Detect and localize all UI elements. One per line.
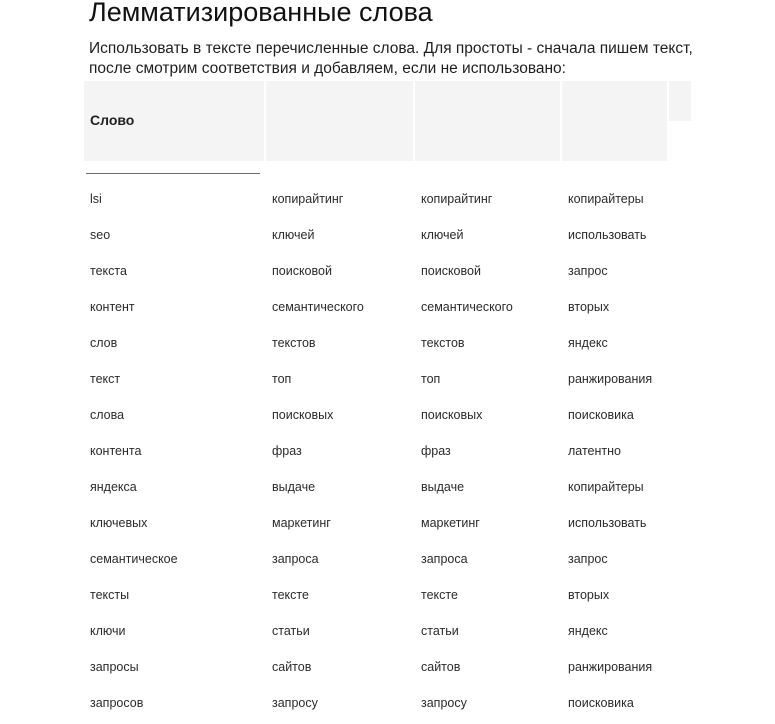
word-cell: маркетинг <box>421 516 480 530</box>
word-cell: копирайтеры <box>568 192 644 206</box>
word-cell: вторых <box>568 588 610 602</box>
header-divider <box>86 173 260 174</box>
word-cell: сайтов <box>272 660 312 674</box>
word-cell: поисковых <box>272 408 334 422</box>
word-cell: семантическое <box>90 552 178 566</box>
word-cell: яндекса <box>90 480 137 494</box>
word-cell: запросу <box>272 696 318 710</box>
word-cell: выдаче <box>421 480 465 494</box>
header-cell-3 <box>415 81 560 161</box>
word-cell: слова <box>90 408 125 422</box>
table-row <box>0 181 775 217</box>
table-row <box>0 613 775 649</box>
word-cell: запрос <box>568 552 608 566</box>
word-cell: запроса <box>421 552 468 566</box>
header-cell-5 <box>669 81 691 121</box>
word-cell: запроса <box>272 552 319 566</box>
word-cell: статьи <box>272 624 310 638</box>
word-cell: топ <box>272 372 292 386</box>
word-cell: текст <box>90 372 121 386</box>
word-cell: запросу <box>421 696 467 710</box>
table-row <box>0 685 775 721</box>
word-cell: поисковой <box>421 264 481 278</box>
word-cell: семантического <box>272 300 364 314</box>
word-cell: латентно <box>568 444 621 458</box>
word-cell: фраз <box>272 444 302 458</box>
header-cell-4 <box>562 81 667 161</box>
word-cell: поисковой <box>272 264 332 278</box>
word-cell: тексты <box>90 588 130 602</box>
word-cell: тексте <box>272 588 309 602</box>
word-cell: копирайтинг <box>272 192 344 206</box>
word-cell: статьи <box>421 624 459 638</box>
word-cell: ранжирования <box>568 372 653 386</box>
table-row <box>0 253 775 289</box>
word-cell: фраз <box>421 444 451 458</box>
word-cell: текстов <box>272 336 316 350</box>
word-cell: ранжирования <box>568 660 653 674</box>
word-cell: сайтов <box>421 660 461 674</box>
word-cell: вторых <box>568 300 610 314</box>
word-cell: запросов <box>90 696 144 710</box>
word-cell: ключевых <box>90 516 148 530</box>
word-cell: текстов <box>421 336 465 350</box>
word-cell: маркетинг <box>272 516 331 530</box>
table-row <box>0 397 775 433</box>
word-cell: топ <box>421 372 441 386</box>
word-cell: запросы <box>90 660 139 674</box>
word-cell: слов <box>90 336 118 350</box>
table-row <box>0 217 775 253</box>
word-table-body <box>0 181 775 721</box>
word-cell: lsi <box>90 192 102 206</box>
word-cell: seo <box>90 228 111 242</box>
word-cell: поисковика <box>568 696 634 710</box>
word-cell: яндекс <box>568 624 608 638</box>
word-cell: ключи <box>90 624 126 638</box>
table-row <box>0 541 775 577</box>
word-cell: текста <box>90 264 127 278</box>
word-cell: использовать <box>568 228 647 242</box>
table-row <box>0 289 775 325</box>
header-cell-2 <box>266 81 413 161</box>
table-row <box>0 505 775 541</box>
table-row <box>0 649 775 685</box>
table-row <box>0 577 775 613</box>
word-cell: запрос <box>568 264 608 278</box>
word-cell: использовать <box>568 516 647 530</box>
instructions-text: Использовать в тексте перечисленные слова. Для простоты - сначала пишем текст, после смотрим соответствия и добавляем, если не использовано: <box>89 40 693 77</box>
table-row <box>0 361 775 397</box>
word-cell: поисковика <box>568 408 634 422</box>
word-cell: поисковых <box>421 408 483 422</box>
word-cell: семантического <box>421 300 513 314</box>
word-cell: контента <box>90 444 142 458</box>
word-cell: яндекс <box>568 336 608 350</box>
word-cell: ключей <box>272 228 315 242</box>
word-cell: контент <box>90 300 135 314</box>
word-cell: ключей <box>421 228 464 242</box>
table-row <box>0 325 775 361</box>
table-row <box>0 469 775 505</box>
word-cell: тексте <box>421 588 458 602</box>
word-cell: копирайтинг <box>421 192 493 206</box>
word-cell: выдаче <box>272 480 316 494</box>
header-label-word: Слово <box>90 112 135 128</box>
table-row <box>0 433 775 469</box>
page-title: Лемматизированные слова <box>89 0 433 27</box>
word-cell: копирайтеры <box>568 480 644 494</box>
header-cell-word <box>84 81 264 161</box>
